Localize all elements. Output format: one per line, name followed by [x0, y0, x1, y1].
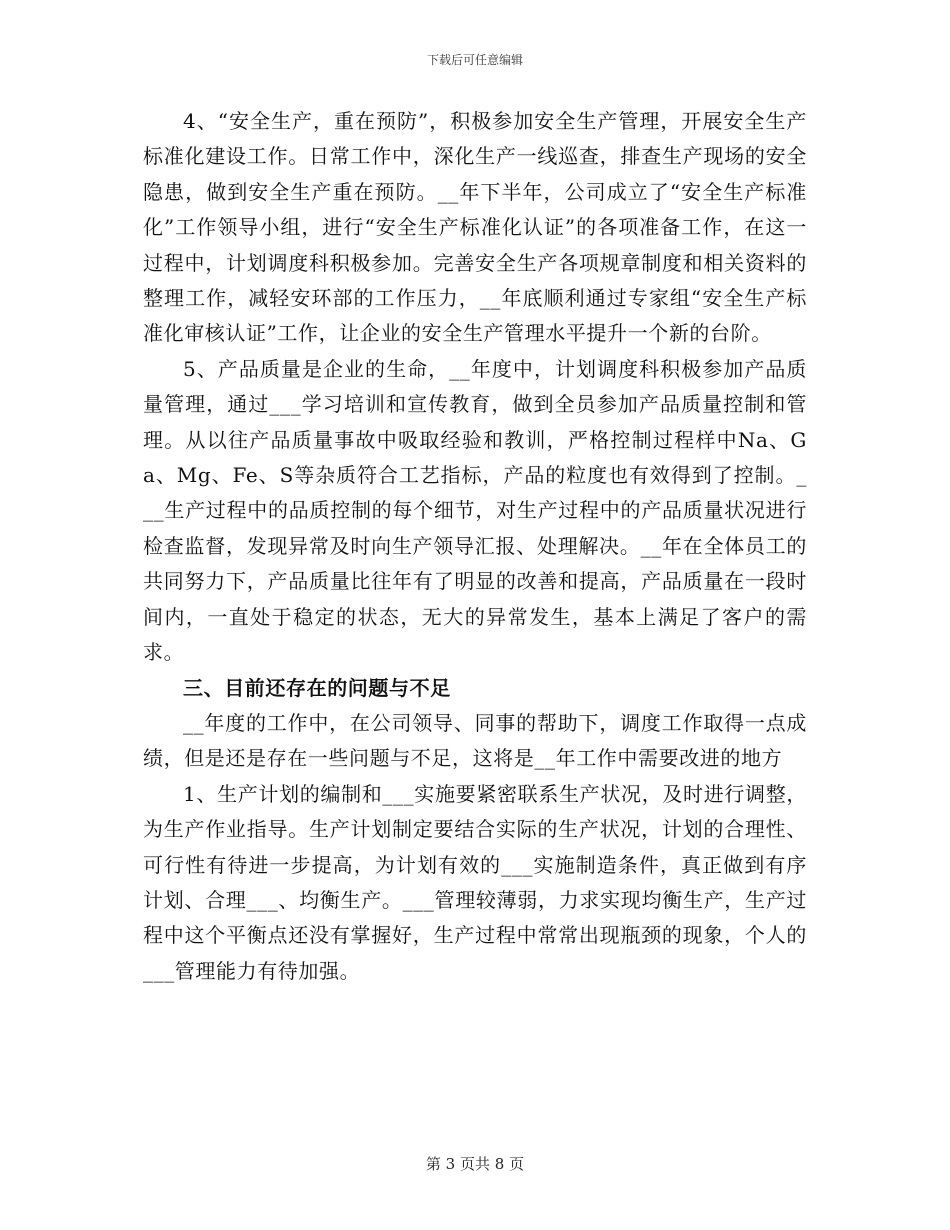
header-note: 下载后可任意编辑 — [426, 53, 523, 67]
paragraph-item-5: 5、产品质量是企业的生命，__年度中，计划调度科积极参加产品质量管理，通过___学习培训和宣传教育，做到全员参加产品质量控制和管理。从以往产品质量事故中吸取经验和教训，严格控制过程样中Na、Ga、Mg、Fe、S等杂质符合工艺指标，产品的粒度也有效得到了控制。___生产过程中的品质控制的每个细节，对生产过程中的产品质量状况进行检查监督，发现异常及时向生产领导汇报、处理解决。__年在全体员工的共同努力下，产品质量比往年有了明显的改善和提高，产品质量在一段时间内，一直处于稳定的状态，无大的异常发生，基本上满足了客户的需求。 — [143, 356, 807, 665]
section-heading-3: 三、目前还存在的问题与不足 — [183, 675, 451, 700]
issue-item-1: 1、生产计划的编制和___实施要紧密联系生产状况，及时进行调整，为生产作业指导。生产计划制定要结合实际的生产状况，计划的合理性、可行性有待进一步提高，为计划有效的___实施制造条件，真正做到有序计划、合理___、均衡生产。___管理较薄弱，力求实现均衡生产，生产过程中这个平衡点还没有掌握好，生产过程中常常出现瓶颈的现象，个人的___管理能力有待加强。 — [143, 781, 807, 983]
paragraph-item-4: 4、“安全生产，重在预防”，积极参加安全生产管理，开展安全生产标准化建设工作。日常工作中，深化生产一线巡查，排查生产现场的安全隐患，做到安全生产重在预防。__年下半年，公司成立了“安全生产标准化”工作领导小组，进行“安全生产标准化认证”的各项准备工作，在这一过程中，计划调度科积极参加。完善安全生产各项规章制度和相关资料的整理工作，减轻安环部的工作压力，__年底顺利通过专家组“安全生产标准化审核认证”工作，让企业的安全生产管理水平提升一个新的台阶。 — [143, 109, 807, 346]
page-number: 第 3 页共 8 页 — [425, 1155, 525, 1173]
section-3-intro: __年度的工作中，在公司领导、同事的帮助下，调度工作取得一点成绩，但是还是存在一些问题与不足，这将是__年工作中需要改进的地方 — [143, 710, 807, 771]
document-body — [143, 104, 807, 989]
